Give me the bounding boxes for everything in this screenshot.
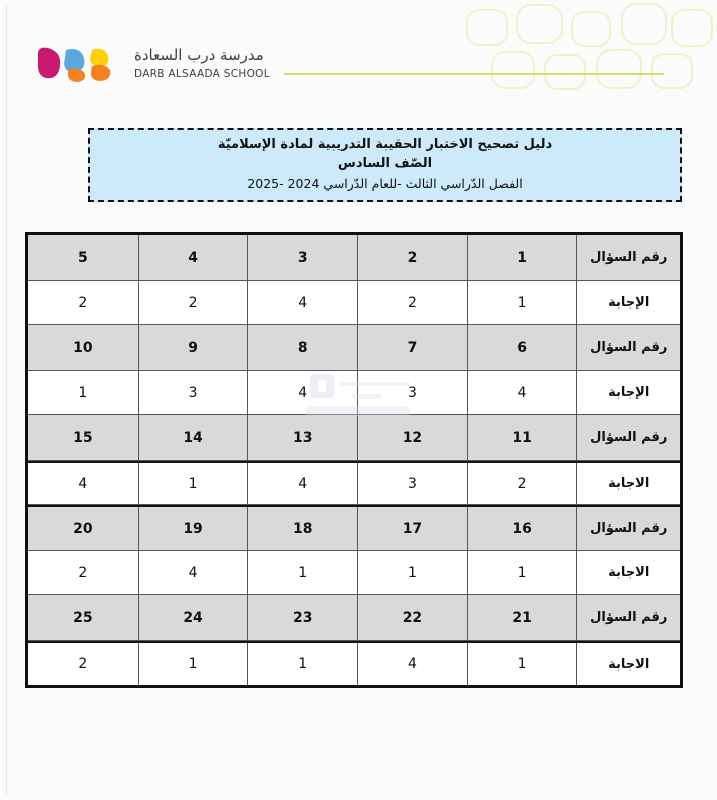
answer-value: 1	[467, 281, 577, 324]
question-number: 9	[138, 325, 248, 370]
question-number: 8	[247, 325, 357, 370]
question-number-header: رقم السؤال	[576, 595, 680, 640]
answer-value: 4	[467, 371, 577, 414]
question-number: 4	[138, 235, 248, 280]
question-row	[28, 415, 680, 461]
answer-value: 4	[78, 475, 88, 492]
answer-row	[28, 641, 680, 685]
answer-row	[28, 281, 680, 325]
question-row	[28, 505, 680, 551]
question-number: 17	[357, 507, 467, 550]
grade-label: الصّف السادس	[337, 156, 433, 171]
answer-value: 4	[247, 371, 357, 414]
answer-value: 1	[247, 551, 357, 594]
answer-value: 4	[357, 643, 467, 685]
answer-value: 1	[247, 643, 357, 685]
answer-value: 2	[357, 281, 467, 324]
answer-value: 1	[357, 551, 467, 594]
question-number: 6	[467, 325, 577, 370]
answer-value: 1	[138, 643, 248, 685]
answer-value: 3	[357, 371, 467, 414]
question-number: 23	[247, 595, 357, 640]
answer-key-table	[25, 232, 683, 688]
school-name-arabic: مدرسة درب السعادة	[134, 46, 264, 64]
answer-header: الاجابة	[576, 551, 680, 594]
term-year-label: الفصل الدّراسي الثالث -للعام الدّراسي 2024 -2025	[247, 176, 523, 191]
answer-value: 4	[138, 551, 248, 594]
question-number: 25	[73, 609, 93, 626]
answer-header: الاجابة	[576, 643, 680, 685]
question-number-header: رقم السؤال	[576, 235, 680, 280]
question-number: 11	[467, 415, 577, 460]
answer-value: 3	[138, 371, 248, 414]
question-number: 19	[138, 507, 248, 550]
question-number: 12	[357, 415, 467, 460]
answer-row	[28, 461, 680, 505]
question-number: 21	[467, 595, 577, 640]
question-number: 18	[247, 507, 357, 550]
question-number: 1	[467, 235, 577, 280]
question-number-header: رقم السؤال	[576, 325, 680, 370]
question-number: 16	[467, 507, 577, 550]
question-number: 22	[357, 595, 467, 640]
question-number: 3	[247, 235, 357, 280]
header-divider	[284, 73, 664, 75]
school-logo-icon	[36, 44, 126, 84]
title-box	[88, 128, 682, 202]
question-number: 7	[357, 325, 467, 370]
question-row	[28, 235, 680, 281]
question-number: 13	[247, 415, 357, 460]
answer-value: 2	[78, 294, 88, 311]
school-name-english: DARB ALSAADA SCHOOL	[134, 68, 270, 80]
answer-value: 3	[357, 463, 467, 504]
watermark-logo-icon	[300, 372, 420, 420]
question-number: 24	[138, 595, 248, 640]
question-number-header: رقم السؤال	[576, 415, 680, 460]
answer-header: الإجابة	[576, 281, 680, 324]
document-title: دليل تصحيح الاختبار الحقيبة التدريبية لمادة الإسلاميّة	[217, 137, 553, 152]
question-row	[28, 325, 680, 371]
answer-value: 1	[138, 463, 248, 504]
answer-value: 4	[247, 463, 357, 504]
answer-row	[28, 551, 680, 595]
answer-value: 4	[247, 281, 357, 324]
question-number: 20	[73, 520, 93, 537]
question-number: 2	[357, 235, 467, 280]
question-row	[28, 595, 680, 641]
background-pattern	[457, 0, 717, 120]
answer-value: 1	[467, 551, 577, 594]
question-number: 5	[78, 249, 88, 266]
answer-header: الاجابة	[576, 463, 680, 504]
question-number: 10	[73, 339, 93, 356]
answer-value: 2	[138, 281, 248, 324]
school-logo	[36, 44, 270, 88]
answer-header: الإجابة	[576, 371, 680, 414]
answer-value: 2	[78, 564, 88, 581]
answer-value: 2	[467, 463, 577, 504]
answer-value: 2	[78, 656, 88, 672]
answer-value: 1	[467, 643, 577, 685]
question-number-header: رقم السؤال	[576, 507, 680, 550]
question-number: 15	[73, 429, 93, 446]
answer-value: 1	[78, 384, 88, 401]
question-number: 14	[138, 415, 248, 460]
